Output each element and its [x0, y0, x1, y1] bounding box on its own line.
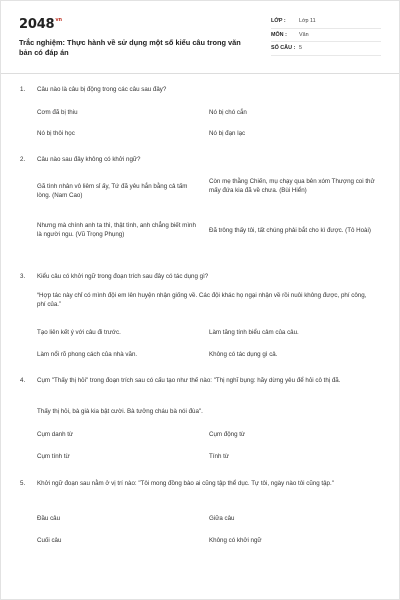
answer-option-b[interactable]: Làm tăng tính biểu cảm của câu. [209, 329, 299, 336]
question-number: 3. [20, 273, 26, 280]
question-text: Câu nào là câu bị động trong các câu sau đây? [37, 86, 167, 93]
answer-option-b[interactable]: Còn mẹ thằng Chiến, mụ chạy qua bên xóm Thượng coi thử mấy đứa kia đã về chưa. (Bùi Hiển) [209, 178, 375, 194]
meta-row-count [271, 42, 381, 56]
meta-key: SỐ CÂU : [271, 45, 296, 52]
question-quote: Thấy thị hỏi, bà già kia bật cười. Bà tưởng cháu bà nói đùa". [37, 408, 203, 415]
question-number: 1. [20, 86, 26, 93]
question-text: Câu nào sau đây không có khởi ngữ? [37, 156, 141, 163]
question-number: 4. [20, 377, 26, 384]
answer-option-b[interactable]: Cụm động từ [209, 431, 246, 438]
meta-key: MÔN : [271, 31, 287, 38]
header-left [19, 15, 249, 73]
question-text: Kiểu câu có khởi ngữ trong đoạn trích sau đây có tác dụng gì? [37, 273, 209, 280]
answer-option-b[interactable]: Nó bị chó cắn [209, 109, 247, 116]
logo-suffix: vn [55, 17, 62, 23]
meta-row-class [271, 15, 381, 29]
answer-option-d[interactable]: Đã trông thấy tôi, tất chúng phải bắt cho kì được. (Tô Hoài) [209, 227, 371, 234]
question-number: 2. [20, 156, 26, 163]
logo-text: 2048 [19, 17, 55, 32]
page-header [1, 1, 399, 73]
meta-value: 5 [299, 45, 302, 52]
meta-table [271, 15, 381, 73]
answer-option-c[interactable]: Làm nổi rõ phong cách của nhà văn. [37, 351, 138, 358]
meta-value: Văn [299, 31, 309, 38]
question-number: 5. [20, 480, 26, 487]
answer-option-d[interactable]: Không có tác dụng gì cả. [209, 351, 278, 358]
answer-option-a[interactable]: Tạo liên kết ý với câu đi trước. [37, 329, 121, 336]
answer-option-a[interactable]: Đầu câu [37, 515, 61, 522]
answer-option-b[interactable]: Giữa câu [209, 515, 235, 522]
site-logo[interactable] [19, 17, 249, 32]
answer-option-c[interactable]: Nhưng mà chính anh ta thì, thật tình, anh chẳng biết mình là người ngu. (Vũ Trọng Phụng) [37, 222, 196, 238]
answer-option-c[interactable]: Nó bị thôi học [37, 130, 75, 137]
meta-key: LỚP : [271, 18, 286, 25]
question-text: Cụm "Thấy thị hỏi" trong đoạn trích sau có cấu tạo như thế nào: "Thị nghĩ bụng: hãy dừng yêu để hỏi cô thị đã. [37, 377, 341, 384]
meta-row-subject [271, 29, 381, 43]
page-title: Trắc nghiệm: Thực hành về sử dụng một số kiểu câu trong văn bản có đáp án [19, 38, 241, 57]
answer-option-c[interactable]: Cụm tính từ [37, 453, 70, 460]
answer-option-c[interactable]: Cuối câu [37, 537, 62, 544]
header-divider [1, 73, 399, 74]
answer-option-a[interactable]: Cơm đã bị thiu [37, 109, 78, 116]
meta-value: Lớp 11 [299, 18, 316, 25]
answer-option-d[interactable]: Nó bị đạn lạc [209, 130, 246, 137]
question-text: Khởi ngữ đoạn sau nằm ở vị trí nào: "Tôi mong đồng bào ai cũng tập thể dục. Tự tôi, ngày nào tôi cũng tập." [37, 480, 334, 487]
question-quote: “Hợp tác này chỉ có mình đội em lên huyện nhận giống về. Các đội khác họ ngại nhận về rồi nuôi không được, phí công, phí của.” [37, 292, 367, 308]
answer-option-d[interactable]: Tính từ [209, 453, 229, 460]
answer-option-a[interactable]: Gã tình nhân vô liêm sỉ ấy, Tứ đã yêu hắn bằng cả tấm lòng. (Nam Cao) [37, 183, 188, 199]
answer-option-a[interactable]: Cụm danh từ [37, 431, 74, 438]
answer-option-d[interactable]: Không có khởi ngữ [209, 537, 262, 544]
